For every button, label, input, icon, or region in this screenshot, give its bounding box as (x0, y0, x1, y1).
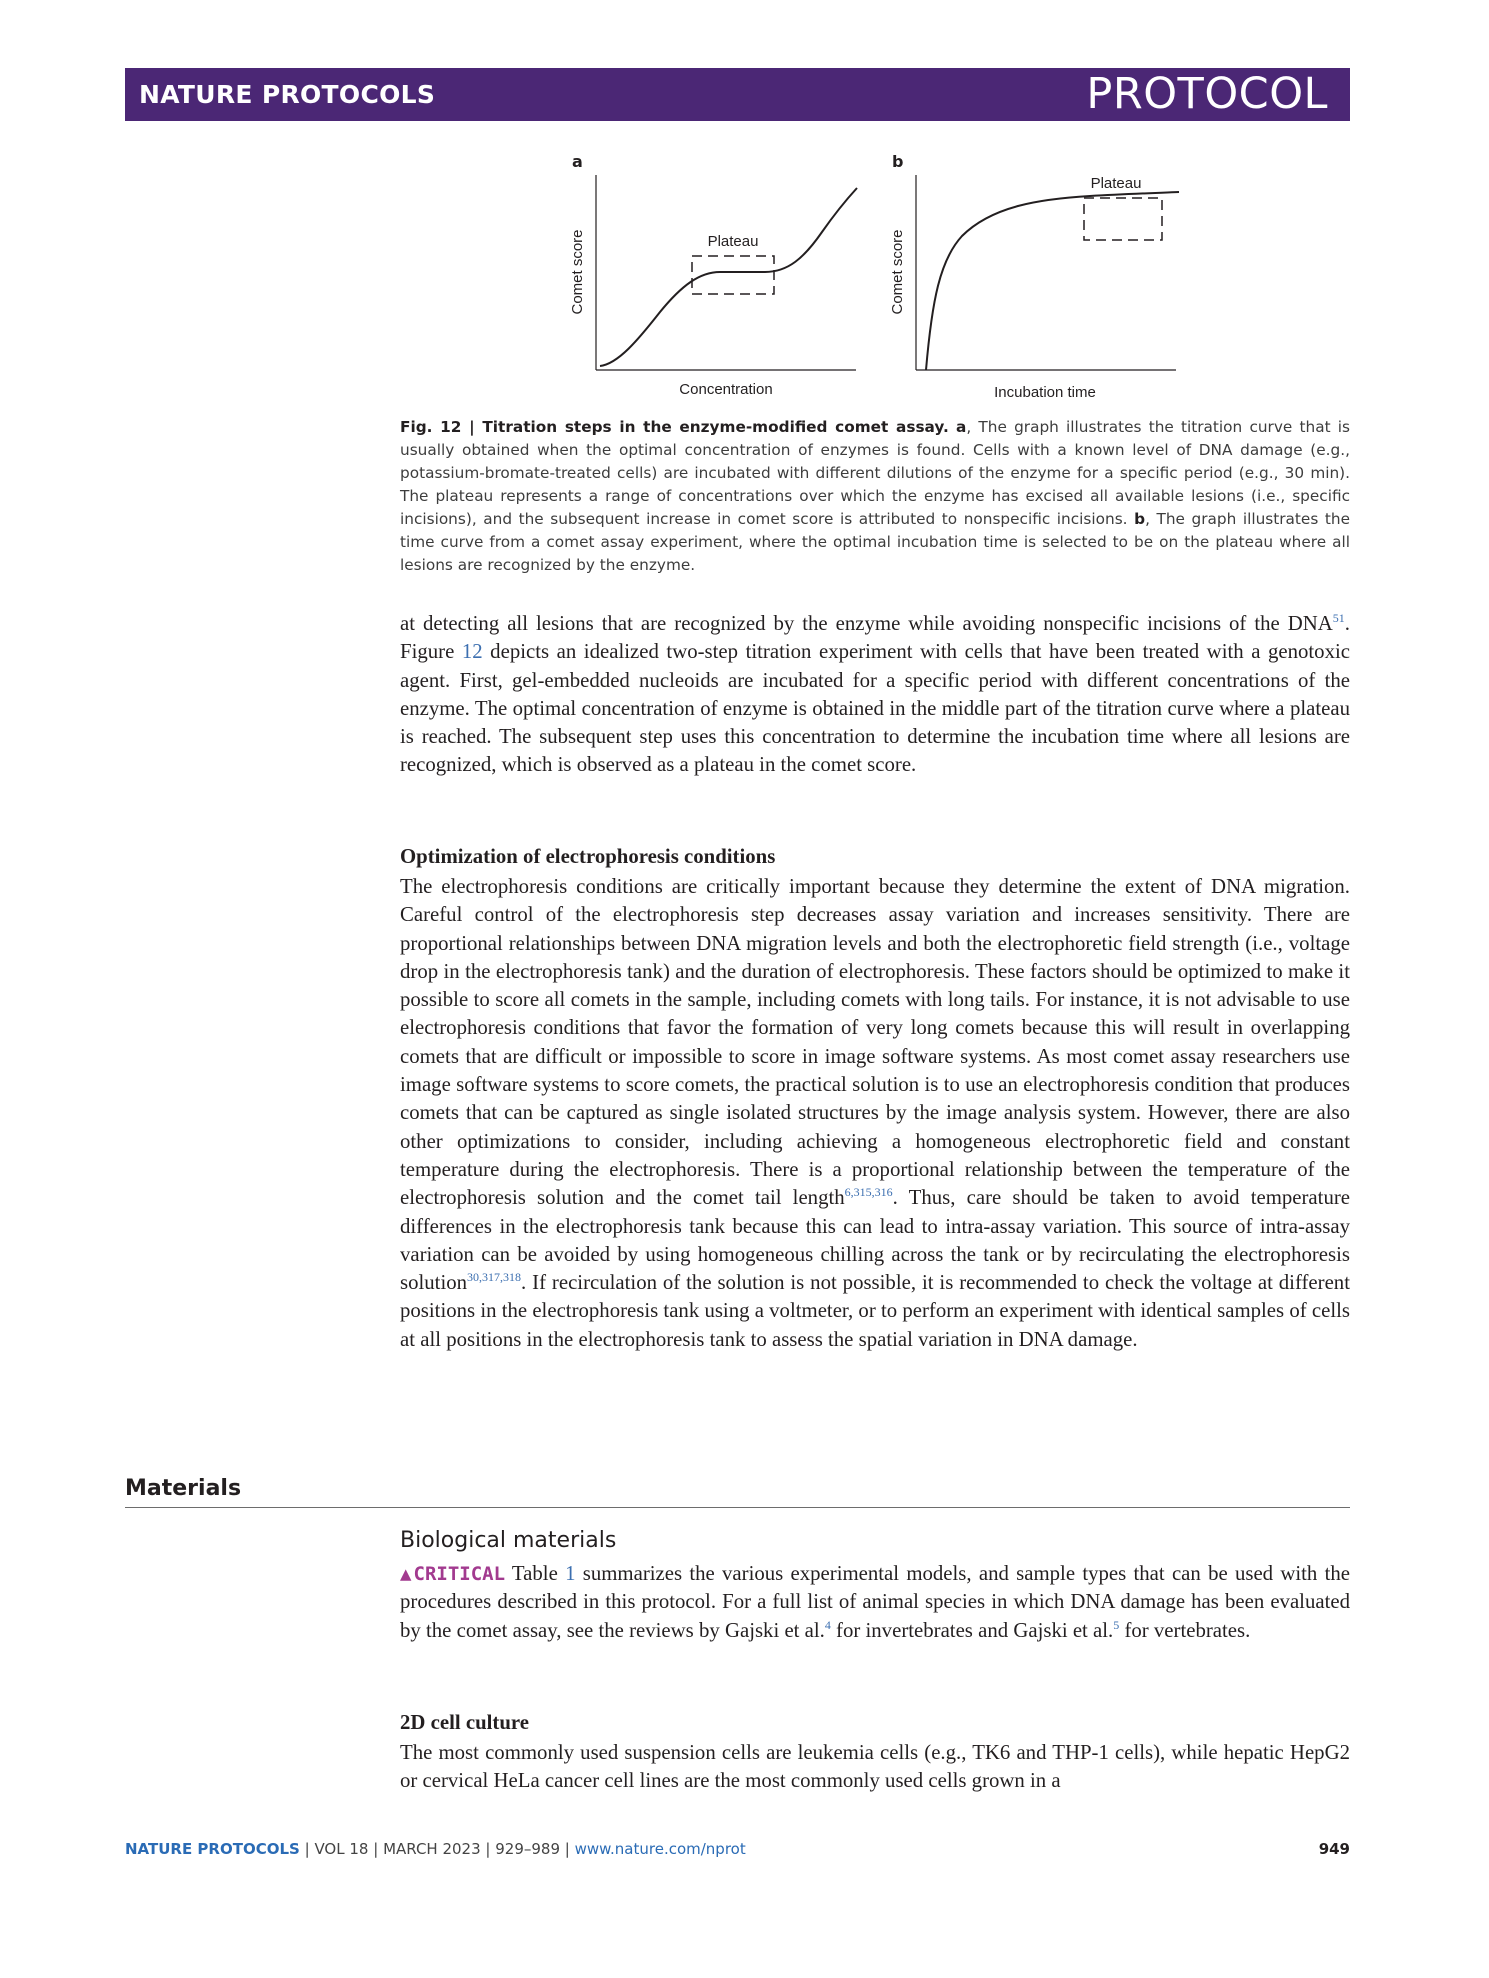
caption-b-text: , The graph illustrates the time curve from a comet assay experiment, where the optimal incubation time is selected to be on the plateau where all lesions are recognized by the enzyme. (400, 510, 1350, 574)
caption-a-text: , The graph illustrates the titration curve that is usually obtained when the optimal concentration of enzymes is found. Cells with a known level of DNA damage (e.g., potassium-bromate-treated cells) are incubated with different dilutions of the enzyme for a specific period (e.g., 30 min). The plateau represents a range of concentrations over which the enzyme has excised all available lesions (i.e., specific incisions), and the subsequent increase in comet score is attributed to nonspecific incisions. (400, 418, 1350, 528)
panel-a-letter: a (572, 152, 583, 171)
footer-journal: NATURE PROTOCOLS (125, 1840, 300, 1858)
figure-12-link[interactable]: 12 (461, 640, 483, 664)
footer-url[interactable]: www.nature.com/nprot (574, 1840, 746, 1858)
panel-b-x-label: Incubation time (994, 384, 1096, 401)
materials-text-3: for invertebrates and Gajski et al. (830, 1618, 1114, 1642)
panel-a-x-label: Concentration (679, 381, 773, 398)
section-divider (125, 1507, 1350, 1508)
paragraph-electrophoresis (400, 873, 1350, 1354)
paragraph-2d-cell-culture: The most commonly used suspension cells are leukemia cells (e.g., TK6 and THP-1 cells), while hepatic HepG2 or cervical HeLa cancer cell lines are the most commonly used cells grown in a (400, 1741, 1350, 1793)
citations-30-317-318[interactable]: 30,317,318 (467, 1270, 522, 1285)
footer-volume: VOL 18 (314, 1840, 369, 1858)
citation-4[interactable]: 4 (824, 1617, 831, 1632)
materials-text-4: for vertebrates. (1119, 1618, 1251, 1642)
panel-b-plateau-label: Plateau (1090, 175, 1142, 192)
materials-text-2: summarizes the various experimental models, and sample types that can be used with the procedures described in this protocol. For a full list of animal species in which DNA damage has been evaluated by the comet assay, see the reviews by Gajski et al. (400, 1562, 1350, 1642)
article-type: PROTOCOL (1086, 69, 1328, 119)
table-1-link[interactable]: 1 (565, 1562, 576, 1585)
paragraph-titration (400, 610, 1350, 780)
caption-b-letter: b (1134, 510, 1146, 528)
figure-caption (400, 416, 1350, 577)
journal-header-bar (125, 68, 1350, 121)
citation-5[interactable]: 5 (1113, 1617, 1120, 1632)
paragraph-biological-materials (400, 1560, 1350, 1645)
section-materials: Materials (125, 1476, 242, 1501)
panel-b-letter: b (892, 152, 904, 171)
panel-b-time-curve (926, 192, 1179, 370)
caption-a-letter: a (956, 418, 967, 436)
electro-text-3: . If recirculation of the solution is not possible, it is recommended to check the voltage at different positions in the electrophoresis tank using a voltmeter, or to perform an experiment with identical samples of cells at all positions in the electrophoresis tank to assess the spatial variation in DNA damage. (400, 1271, 1350, 1351)
panel-a-y-label: Comet score (569, 229, 586, 315)
critical-label: CRITICAL (413, 1563, 506, 1585)
journal-name: NATURE PROTOCOLS (139, 80, 436, 109)
panel-b-y-label: Comet score (889, 229, 906, 315)
materials-text-1: Table (505, 1562, 566, 1585)
critical-icon: ▲ (400, 1563, 414, 1585)
figure-12 (560, 150, 1200, 410)
panel-a-plateau-label: Plateau (707, 233, 759, 250)
citation-51[interactable]: 51 (1332, 611, 1345, 626)
para1-text-2: . Figure (400, 612, 1350, 664)
panel-b-chart (889, 175, 1179, 401)
para1-text-3: depicts an idealized two-step titration experiment with cells that have been treated with a genotoxic agent. First, gel-embedded nucleoids are incubated for a specific period with different concentrations of the enzyme. The optimal concentration of enzyme is obtained in the middle part of the titration curve where a plateau is reached. The subsequent step uses this concentration to determine the incubation time where all lesions are recognized, which is observed as a plateau in the comet score. (400, 640, 1350, 777)
heading-2d-cell-culture: 2D cell culture (400, 1711, 529, 1734)
subsection-biological-materials: Biological materials (400, 1528, 617, 1553)
figure-12-svg (560, 150, 1200, 410)
panel-b-plateau-box (1084, 198, 1162, 240)
page-number: 949 (1318, 1840, 1350, 1858)
panel-a-titration-curve (600, 188, 857, 366)
footer-pages: 929–989 (495, 1840, 560, 1858)
panel-a-chart (569, 175, 857, 398)
heading-electrophoresis: Optimization of electrophoresis conditions (400, 845, 776, 868)
footer-date: MARCH 2023 (383, 1840, 481, 1858)
electro-text-2: . Thus, care should be taken to avoid temperature differences in the electrophoresis tank because this can lead to intra-assay variation. This source of intra-assay variation can be avoided by using homogeneous chilling across the tank or by recirculating the electrophoresis solution (400, 1186, 1350, 1295)
citations-6-315-316[interactable]: 6,315,316 (844, 1185, 893, 1200)
page-footer: NATURE PROTOCOLS | VOL 18 | MARCH 2023 | 929–989 | www.nature.com/nprot 949 (125, 1840, 1350, 1858)
electro-text-1: The electrophoresis conditions are critically important because they determine the extent of DNA migration. Careful control of the electrophoresis step decreases assay variation and increases sensitivity. There are proportional relationships between DNA migration levels and both the electrophoretic field strength (i.e., voltage drop in the electrophoresis tank) and the duration of electrophoresis. These factors should be optimized to make it possible to score all comets in the sample, including comets with long tails. For instance, it is not advisable to use electrophoresis conditions that favor the formation of very long comets because this will result in overlapping comets that are difficult or impossible to score in image software systems. As most comet assay researchers use image software systems to score comets, the practical solution is to use an electrophoresis condition that produces comets that can be captured as single isolated structures by the image analysis system. However, there are also other optimizations to consider, including achieving a homogeneous electrophoretic field and constant temperature during the electrophoresis. There is a proportional relationship between the temperature of the electrophoresis solution and the comet tail length (400, 875, 1350, 1210)
caption-label: Fig. 12 | Titration steps in the enzyme-modified comet assay. (400, 418, 949, 436)
para1-text-1: at detecting all lesions that are recognized by the enzyme while avoiding nonspecific incisions of the DNA (400, 612, 1333, 635)
